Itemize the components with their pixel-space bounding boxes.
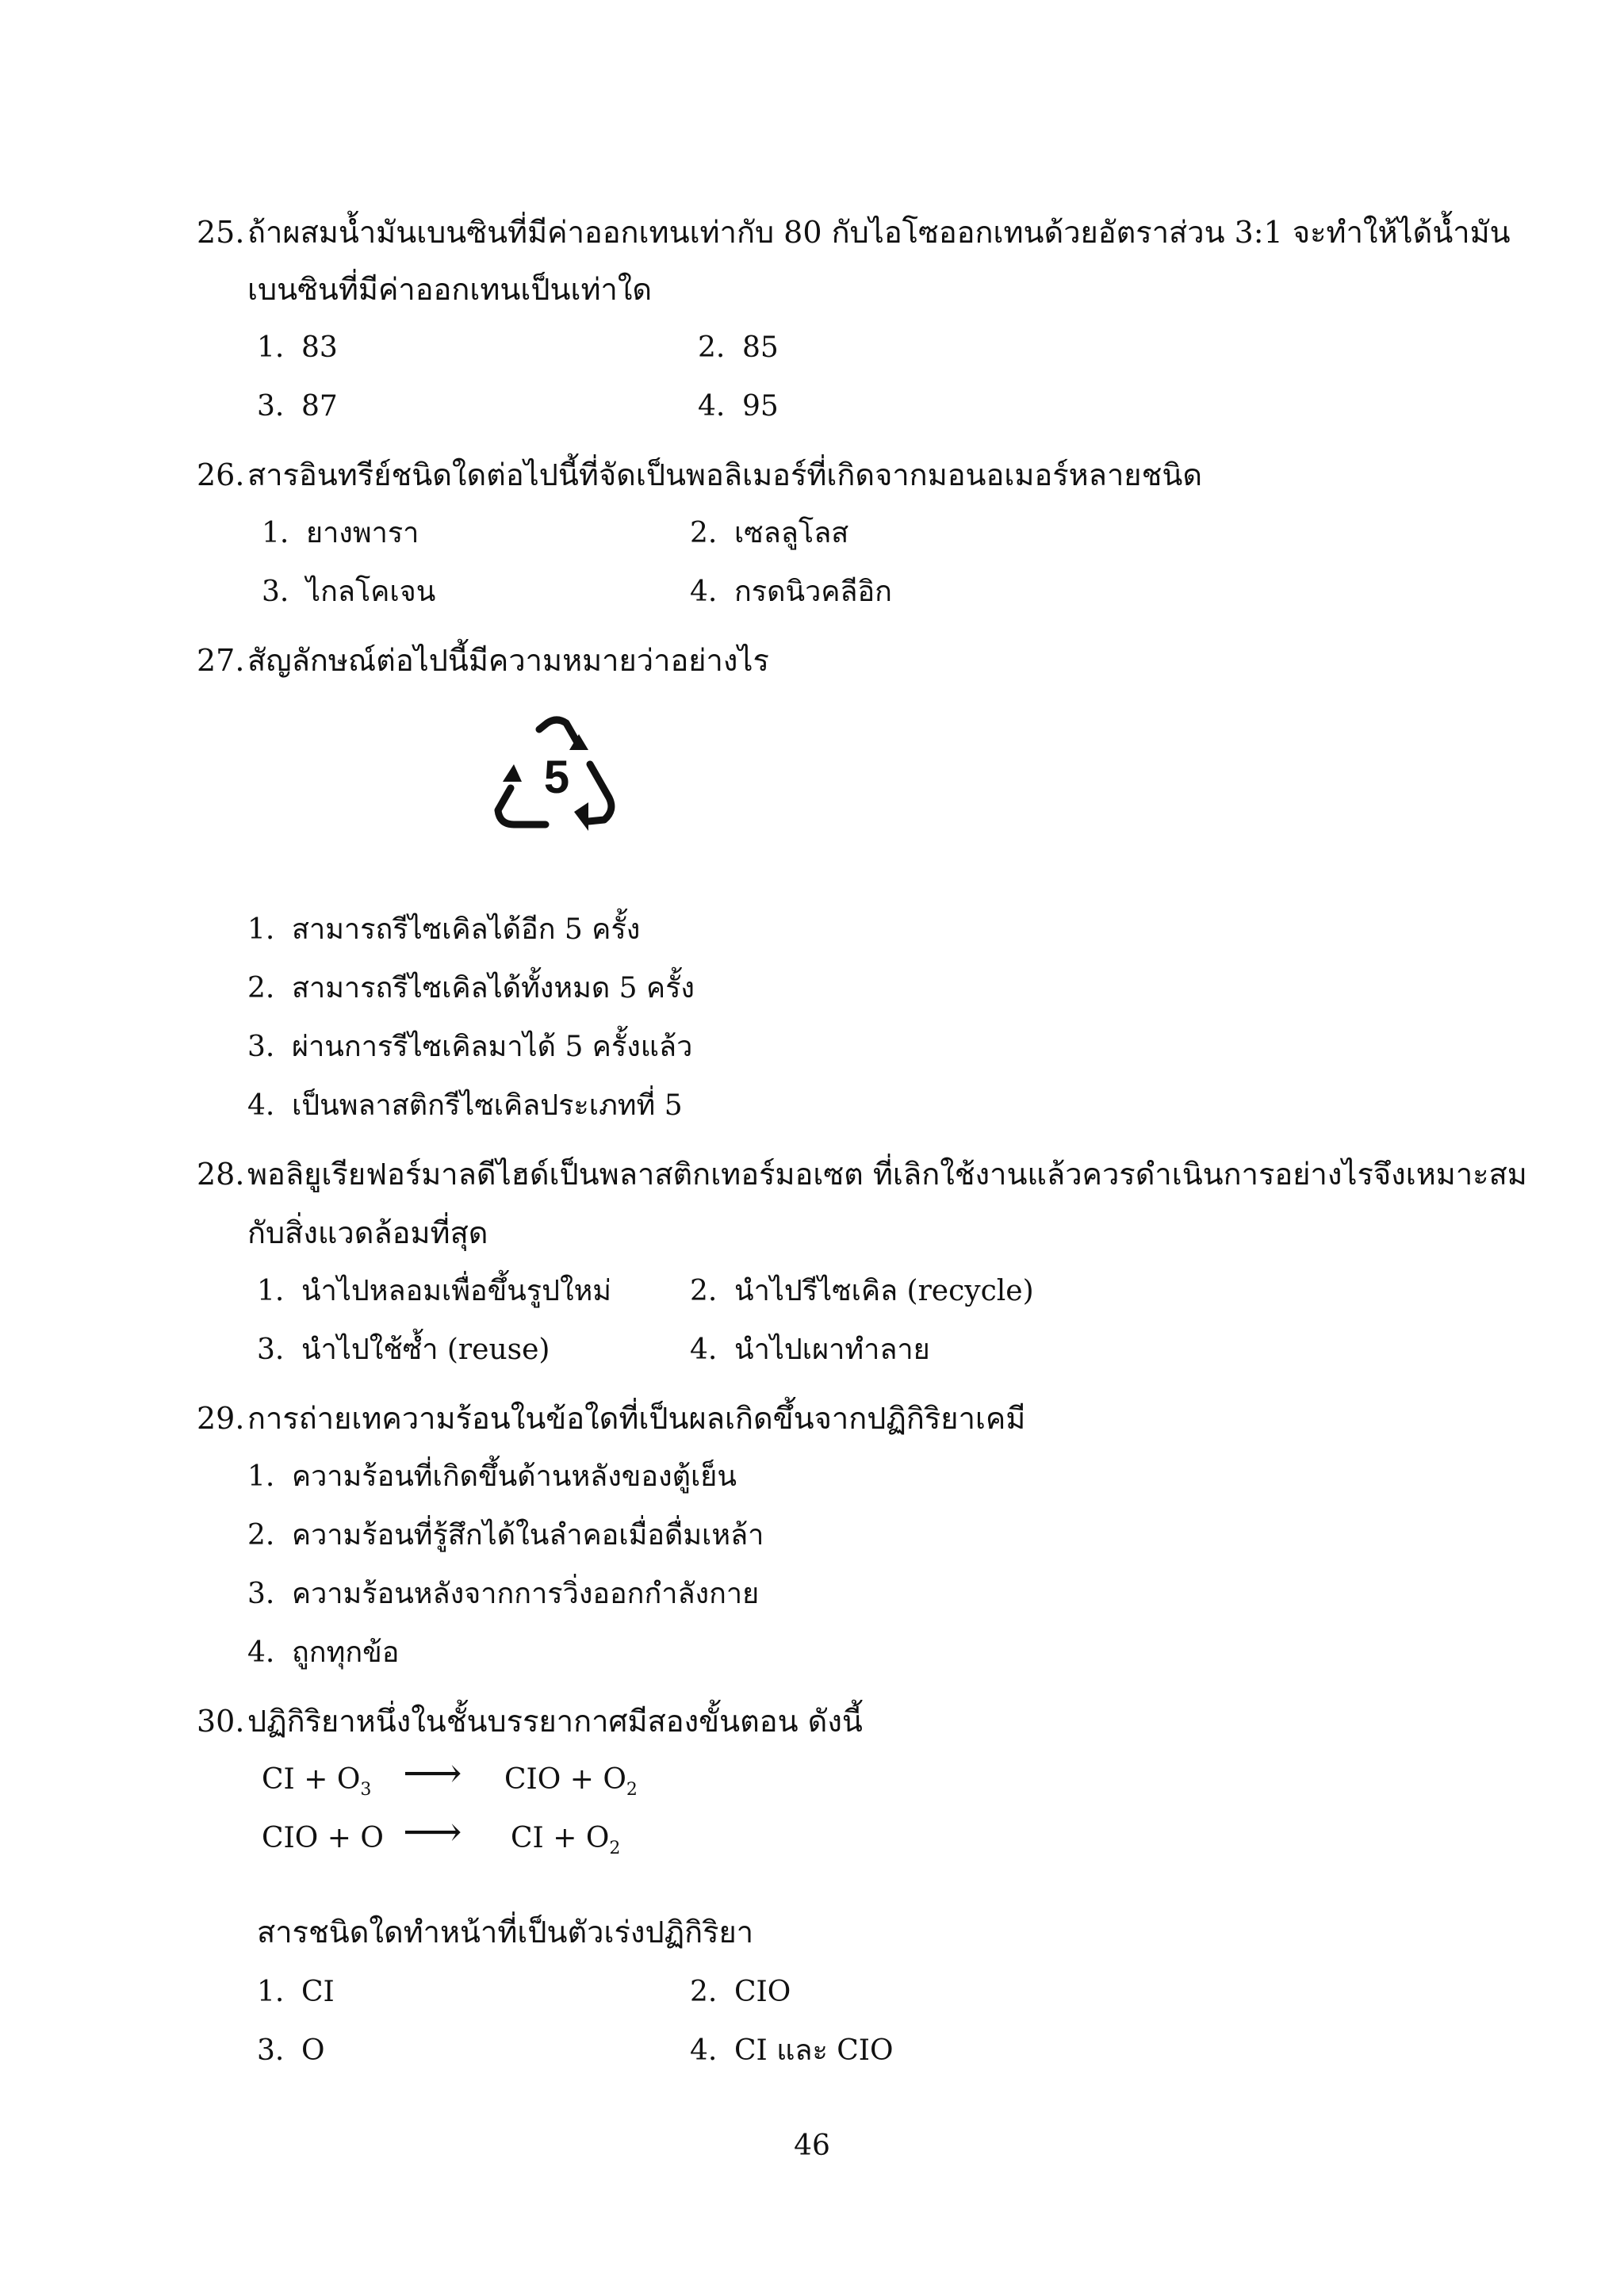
question-text: เบนซินที่มีค่าออกเทนเป็นเท่าใด (247, 272, 653, 307)
option-3: 3. 87 (257, 390, 338, 423)
question-number: 26. (197, 457, 245, 492)
option-2: 2. เซลลูโลส (690, 517, 849, 549)
question-number: 27. (197, 643, 245, 678)
option-4: 4. 95 (698, 390, 779, 423)
recycle-number: 5 (543, 752, 570, 803)
question-text: ถ้าผสมน้ำมันเบนซินที่มีค่าออกเทนเท่ากับ 80 กับไอโซออกเทนด้วยอัตราส่วน 3:1 จะทำให้ได้น้ำมัน (247, 215, 1511, 250)
option-1: 1. ยางพารา (262, 517, 419, 549)
question-number: 30. (197, 1704, 245, 1739)
option-3: 3. นำไปใช้ซ้ำ (reuse) (257, 1334, 550, 1366)
option-1: 1. สามารถรีไซเคิลได้อีก 5 ครั้ง (247, 913, 641, 946)
option-3: 3. ไกลโคเจน (262, 576, 436, 608)
question-text: สารชนิดใดทำหน้าที่เป็นตัวเร่งปฏิกิริยา (257, 1915, 754, 1950)
option-2: 2. 85 (698, 331, 779, 364)
option-1: 1. CI (257, 1976, 335, 2008)
option-2: 2. สามารถรีไซเคิลได้ทั้งหมด 5 ครั้ง (247, 972, 695, 1004)
option-1: 1. 83 (257, 331, 338, 364)
question-text: ปฏิกิริยาหนึ่งในชั้นบรรยากาศมีสองขั้นตอน ดังนี้ (247, 1704, 863, 1739)
question-text: พอลิยูเรียฟอร์มาลดีไฮด์เป็นพลาสติกเทอร์มอเซต ที่เลิกใช้งานแล้วควรดำเนินการอย่างไรจึงเหมาะสม (247, 1157, 1527, 1192)
option-4: 4. ถูกทุกข้อ (247, 1636, 400, 1669)
option-1: 1. ความร้อนที่เกิดขึ้นด้านหลังของตู้เย็น (247, 1460, 737, 1493)
option-1: 1. นำไปหลอมเพื่อขึ้นรูปใหม่ (257, 1275, 612, 1307)
exam-page: 25. ถ้าผสมน้ำมันเบนซินที่มีค่าออกเทนเท่ากับ 80 กับไอโซออกเทนด้วยอัตราส่วน 3:1 จะทำให้ได้น้ำมัน เบนซินที่มีค่าออกเทนเป็นเท่าใด 1. 83 2. 85 3. 87 4. 95 26. สารอินทรีย์ชนิดใดต่อไปนี้ที่จัดเป็นพอลิเมอร์ที่เกิดจากมอนอเมอร์หลายชนิด 1. ยางพารา 2. เซลลูโลส 3. ไกลโคเจน 4. กรดนิวคลีอิก 27. สัญลักษณ์ต่อไปนี้มีความหมายว่าอย่างไร 5 1. สามารถรีไซเคิลได้อีก 5 ครั้ง 2. สามารถรีไซเคิลได้ทั้งหมด 5 ครั้ง 3. ผ่านการรีไซเคิลมาได้ 5 ครั้งแล้ว 4. เป็นพลาสติกรีไซเคิลประเภทที่ 5 28. พอลิยูเรียฟอร์มาลดีไฮด์เป็นพลาสติกเทอร์มอเซต ที่เลิกใช้งานแล้วควรดำเนินการอย่างไรจึงเหมาะสม กับสิ่งแวดล้อมที่สุด 1. นำไปหลอมเพื่อขึ้นรูปใหม่ 2. นำไปรีไซเคิล (recycle) 3. นำไปใช้ซ้ำ (reuse) 4. นำไปเผาทำลาย 29. การถ่ายเทความร้อนในข้อใดที่เป็นผลเกิดขึ้นจากปฏิกิริยาเคมี 1. ความร้อนที่เกิดขึ้นด้านหลังของตู้เย็น 2. ความร้อนที่รู้สึกได้ในลำคอเมื่อดื่มเหล้า 3. ความร้อนหลังจากการวิ่งออกกำลังกาย 4. ถูกทุกข้อ 30. ปฏิกิริยาหนึ่งในชั้นบรรยากาศมีสองขั้นตอน ดังนี้ CI + $O_3$ ⟶ CIO + $O_2$ CIO + O ⟶ CI + $O_2$ สารชนิดใดทำหน้าที่เป็นตัวเร่งปฏิกิริยา 1. CI 2. CIO 3. O 4. CI และ CIO 46 (0, 0, 1624, 2296)
question-text: สัญลักษณ์ต่อไปนี้มีความหมายว่าอย่างไร (247, 643, 769, 678)
option-2: 2. นำไปรีไซเคิล (recycle) (690, 1275, 1034, 1307)
option-2: 2. ความร้อนที่รู้สึกได้ในลำคอเมื่อดื่มเหล้า (247, 1519, 764, 1552)
option-2: 2. CIO (690, 1976, 791, 2008)
question-text: กับสิ่งแวดล้อมที่สุด (247, 1215, 488, 1250)
option-4: 4. นำไปเผาทำลาย (690, 1334, 930, 1366)
recycle-code-5-icon (490, 715, 623, 842)
option-3: 3. O (257, 2034, 325, 2067)
option-3: 3. ผ่านการรีไซเคิลมาได้ 5 ครั้งแล้ว (247, 1031, 693, 1063)
reaction-arrow: ⟶ (403, 1808, 462, 1856)
option-3: 3. ความร้อนหลังจากการวิ่งออกกำลังกาย (247, 1578, 760, 1610)
option-4: 4. CI และ CIO (690, 2034, 894, 2067)
option-4: 4. กรดนิวคลีอิก (690, 576, 892, 608)
question-text: การถ่ายเทความร้อนในข้อใดที่เป็นผลเกิดขึ้นจากปฏิกิริยาเคมี (247, 1401, 1026, 1436)
page-number: 46 (794, 2130, 830, 2162)
question-number: 28. (197, 1157, 245, 1192)
reaction-arrow: ⟶ (403, 1750, 462, 1797)
question-number: 29. (197, 1401, 245, 1436)
question-text: สารอินทรีย์ชนิดใดต่อไปนี้ที่จัดเป็นพอลิเมอร์ที่เกิดจากมอนอเมอร์หลายชนิด (247, 457, 1203, 492)
question-number: 25. (197, 215, 245, 250)
option-4: 4. เป็นพลาสติกรีไซเคิลประเภทที่ 5 (247, 1089, 683, 1122)
